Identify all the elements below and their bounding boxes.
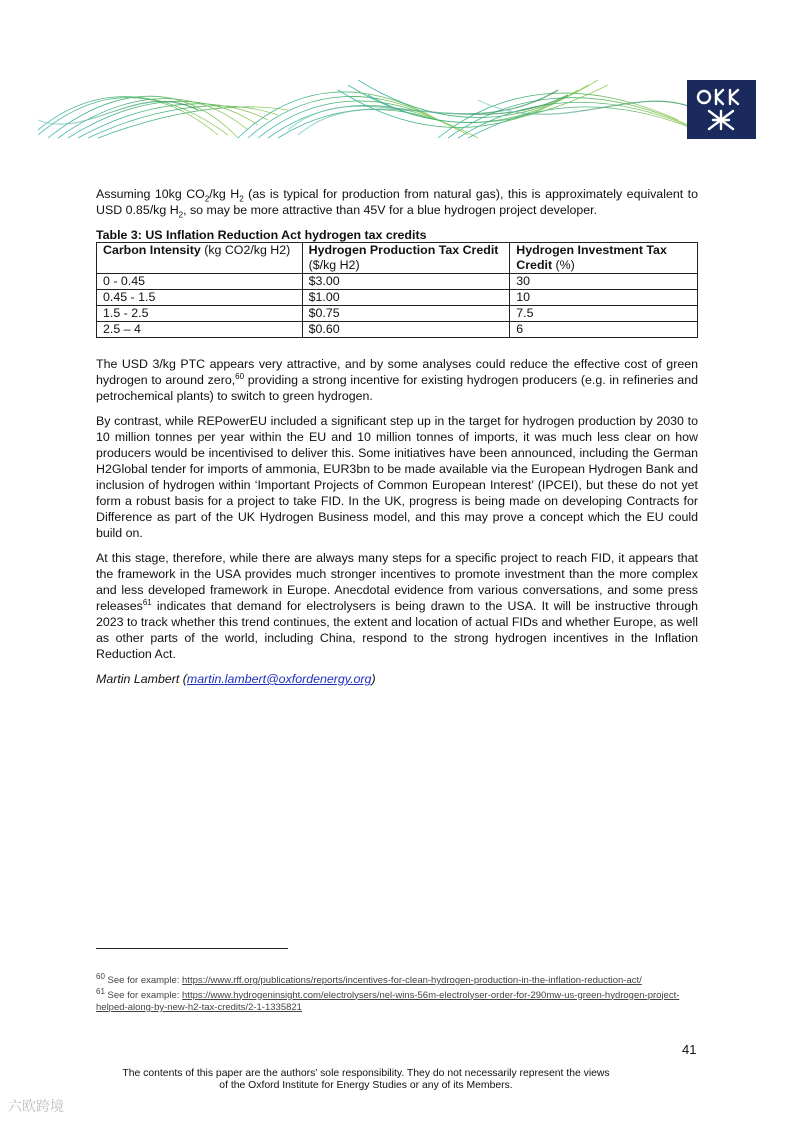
- table-cell: 0 - 0.45: [97, 274, 303, 290]
- conclusion-paragraph: At this stage, therefore, while there are always many steps for a specific project to reach FID, it appears that the framework in the USA provides much stronger incentives to promote investment than the more complex and less developed framework in Europe. Anecdotal evidence from various conversations, and some press releases$^{61}$ indicates that demand for electrolysers is being drawn to the USA. It will be instructive through 2023 to track whether this trend continues, the extent and location of actual FIDs and whether Europe, as well as other parts of the world, including China, respond to the strong hydrogen incentives in the Inflation Reduction Act.: [96, 551, 698, 661]
- table-cell: 7.5: [510, 306, 698, 322]
- author-line: Martin Lambert (martin.lambert@oxfordenergy.org): [96, 672, 376, 686]
- table-header-row: [97, 243, 698, 274]
- table-row: [97, 322, 698, 338]
- table-cell: 1.5 - 2.5: [97, 306, 303, 322]
- table-cell: 6: [510, 322, 698, 338]
- footnote-ref-61[interactable]: 61: [142, 597, 152, 607]
- table-cell: $1.00: [302, 290, 510, 306]
- footnotes: [96, 971, 698, 1017]
- table-header-cell: Hydrogen Production Tax Credit ($/kg H2): [302, 243, 510, 274]
- header-banner: [38, 80, 756, 140]
- table-cell: 2.5 – 4: [97, 322, 303, 338]
- footnote-60: $^{60}$ See for example: https://www.rff.org/publications/reports/incentives-for-clean-hydrogen-production-in-the-inflation-reduction-act/: [96, 971, 642, 986]
- disclaimer: The contents of this paper are the authors’ sole responsibility. They do not necessarily represent the views of the Oxford Institute for Energy Studies or any of its Members.: [122, 1068, 610, 1091]
- table-row: [97, 290, 698, 306]
- table-cell: $0.75: [302, 306, 510, 322]
- table-cell: 30: [510, 274, 698, 290]
- table-cell: 10: [510, 290, 698, 306]
- footnote-divider: [96, 948, 288, 949]
- oies-logo-icon: [687, 80, 756, 139]
- table-row: [97, 306, 698, 322]
- table-title: Table 3: US Inflation Reduction Act hydrogen tax credits: [96, 228, 427, 242]
- table-cell: 0.45 - 1.5: [97, 290, 303, 306]
- table-cell: $3.00: [302, 274, 510, 290]
- page-number: 41: [682, 1042, 697, 1057]
- tax-credit-table: [96, 242, 698, 338]
- author-email-link[interactable]: martin.lambert@oxfordenergy.org: [186, 672, 372, 686]
- intro-paragraph: Assuming 10kg $CO_2/kg$ $H_2$ (as is typical for production from natural gas), this is approximately equivalent to USD 0.85/kg $H_2$, so may be more attractive than 45V for a blue hydrogen project developer.: [96, 187, 698, 220]
- table-header-cell: Carbon Intensity (kg CO2/kg H2): [97, 243, 303, 274]
- footnote-60-link[interactable]: https://www.rff.org/publications/reports/incentives-for-clean-hydrogen-production-in-the-inflation-reduction-act/: [182, 975, 642, 986]
- table-row: [97, 274, 698, 290]
- table-cell: $0.60: [302, 322, 510, 338]
- repowereu-paragraph: By contrast, while REPowerEU included a significant step up in the target for hydrogen production by 2030 to 10 million tonnes per year within the EU and 10 million tonnes of imports, it was much less clear on how producers would be incentivised to deliver this. Some initiatives have been announced, including the German H2Global tender for imports of ammonia, EUR3bn to be made available via the European Hydrogen Bank and inclusion of hydrogen within ‘Important Projects of Common European Interest’ (IPCEI), but these do not yet form a robust basis for a project to take FID. In the UK, progress is being made on developing Contracts for Difference as part of the UK Hydrogen Business model, and this may prove a concept which the EU could build on.: [96, 414, 698, 540]
- footnote-ref-60[interactable]: 60: [235, 371, 245, 381]
- table-header-cell: Hydrogen Investment Tax Credit (%): [510, 243, 698, 274]
- footnote-61-link[interactable]: https://www.hydrogeninsight.com/electrolysers/nel-wins-56m-electrolyser-order-for-290mw-us-green-hydrogen-project-helped-along-by-new-h2-tax-credits/2-1-1335821: [96, 989, 680, 1013]
- watermark: 六欧跨境: [8, 1098, 64, 1114]
- ptc-paragraph: The USD 3/kg PTC appears very attractive, and by some analyses could reduce the effective cost of green hydrogen to around zero,$^{60}$ providing a strong incentive for existing hydrogen producers (e.g. in refineries and petrochemical plants) to switch to green hydrogen.: [96, 357, 698, 403]
- footnote-61: $^{61}$ See for example: https://www.hydrogeninsight.com/electrolysers/nel-wins-56m-electrolyser-order-for-290mw-us-green-hydrogen-project-helped-along-by-new-h2-tax-credits/2-1-1335821: [96, 986, 680, 1013]
- main-content: [96, 186, 698, 696]
